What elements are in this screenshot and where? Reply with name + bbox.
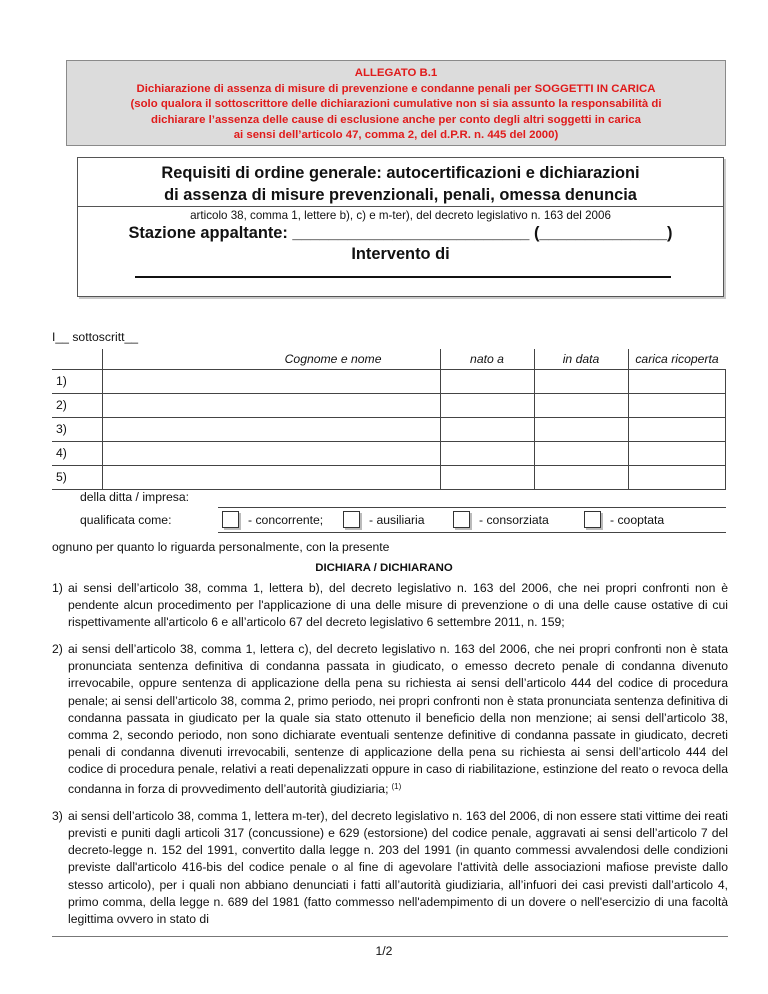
- option-cooptata[interactable]: [584, 511, 664, 528]
- checkbox-icon[interactable]: [453, 511, 470, 528]
- option-label: - concorrente;: [248, 512, 324, 527]
- cell-nato[interactable]: [440, 369, 534, 393]
- checkbox-icon[interactable]: [343, 511, 360, 528]
- cell-carica[interactable]: [628, 417, 726, 441]
- cell-cognome[interactable]: [102, 465, 440, 489]
- item-body: ai sensi dell’articolo 38, comma 1, lettera c), del decreto legislativo n. 163 del 2006, che nei propri confronti non è stata pronunciata sentenza definitiva di condanna passata in giudicato, o emesso decreto penale di condanna divenuto irrevocabile, oppure sentenza di applicazione della pena su richiesta ai sensi dell’articolo 444 del codice di procedura penale; ai sensi dell’articolo 38, comma 2, primo periodo, nei propri confronti non è stata pronunciata sentenza definitiva di condanna passata in giudicato per la quale sia stato ottenuto il beneficio della non menzione; ai sensi dell’articolo 38, comma 2, secondo periodo, non sono dichiarate eventuali sentenze definitive di condanna passate in giudicato, decreti penali di condanna divenuti irrevocabili, sentenze di applicazione della pena su richiesta ai sensi dell’articolo 444 del codice di procedura penale, relativi a reati depenalizzati oppure in caso di riabilitazione, estinzione del reato o revoca della condanna in forza di provvedimento dell’autorità giudiziaria;: [68, 642, 728, 797]
- list-item: [52, 580, 728, 631]
- footnote-ref[interactable]: (1): [391, 782, 402, 792]
- sottoscritt-label: I__ sottoscritt__: [52, 330, 139, 344]
- stazione-appaltante[interactable]: Stazione appaltante: __________________________ (______________): [128, 224, 673, 242]
- cell-nato[interactable]: [440, 465, 534, 489]
- ognuno-text: ognuno per quanto lo riguarda personalmente, con la presente: [52, 540, 390, 554]
- table-row: [52, 441, 726, 465]
- option-label: - cooptata: [610, 512, 665, 527]
- dichiara-heading: DICHIARA / DICHIARANO: [315, 562, 453, 574]
- people-table: [52, 349, 726, 490]
- option-ausiliaria[interactable]: [343, 511, 425, 528]
- option-consorziata[interactable]: [453, 511, 549, 528]
- item-text: [68, 580, 728, 631]
- row-number: 3): [52, 417, 102, 441]
- allegato-line: dichiarare l’assenza delle cause di esclusione anche per conto degli altri soggetti in carica: [151, 113, 641, 126]
- cell-nato[interactable]: [440, 417, 534, 441]
- qualificata-label: qualificata come:: [80, 513, 172, 527]
- row-number: 4): [52, 441, 102, 465]
- cell-carica[interactable]: [628, 441, 726, 465]
- requisiti-box: [77, 157, 724, 297]
- page-number: 1/2: [375, 944, 393, 958]
- table-header-blank: [52, 349, 102, 369]
- option-concorrente[interactable]: [222, 511, 323, 528]
- table-row: [52, 393, 726, 417]
- row-number: 5): [52, 465, 102, 489]
- row-number: 2): [52, 393, 102, 417]
- requisiti-title-line: Requisiti di ordine generale: autocertificazioni e dichiarazioni: [161, 164, 640, 182]
- allegato-line: Dichiarazione di assenza di misure di prevenzione e condanne penali per SOGGETTI IN CARICA: [136, 82, 656, 95]
- allegato-title: ALLEGATO B.1: [354, 67, 438, 79]
- row-number: 1): [52, 369, 102, 393]
- cell-data[interactable]: [534, 393, 628, 417]
- footer-divider: [52, 936, 728, 937]
- qualificata-underline: [218, 532, 726, 533]
- col-header-data: in data: [534, 349, 628, 369]
- col-header-carica: carica ricoperta: [628, 349, 726, 369]
- item-number: 3): [52, 809, 63, 824]
- item-body: ai sensi dell’articolo 38, comma 1, lettera m-ter), del decreto legislativo n. 163 del 2006, di non essere stati vittime dei reati previsti e puniti dagli articoli 317 (concussione) e 629 (estorsione) del codice penale, aggravati ai sensi dell’articolo 7 del decreto-legge n. 152 del 1991, convertito dalla legge n. 203 del 1991 (in quanto commessi avvalendosi delle condizioni previste dall'articolo 416-bis del codice penale o al fine di agevolare l'attività delle associazioni mafiose previste dallo stesso articolo), per i quali non abbiano denunciati i fatti all’autorità giudiziaria, all’infuori dei casi previsti dall’articolo 4, primo comma, della legge n. 689 del 1981 (fatto commesso nell'adempimento di un dovere o nell'esercizio di una facoltà legittima ovvero in stato di: [68, 809, 728, 926]
- table-row: [52, 465, 726, 489]
- ditta-fill-line[interactable]: [218, 507, 726, 508]
- requisiti-title: [78, 158, 723, 206]
- table-row: [52, 369, 726, 393]
- cell-cognome[interactable]: [102, 393, 440, 417]
- option-label: - consorziata: [479, 512, 549, 527]
- ditta-label: della ditta / impresa:: [80, 490, 190, 504]
- item-body: ai sensi dell’articolo 38, comma 1, lettera b), del decreto legislativo n. 163 del 2006, che nei propri confronti non è pendente alcun procedimento per l'applicazione di una delle misure di prevenzione o di una delle cause ostative di cui rispettivamente all'articolo 6 e all’articolo 67 del decreto legislativo 6 settembre 2011, n. 159;: [68, 581, 728, 630]
- allegato-line: (solo qualora il sottoscrittore delle dichiarazioni cumulative non si sia assunto la responsabilità di: [130, 98, 662, 111]
- item-text: [68, 808, 728, 928]
- allegato-line: ai sensi dell’articolo 47, comma 2, del d.P.R. n. 445 del 2000): [233, 129, 559, 142]
- allegato-header: [66, 60, 726, 146]
- cell-data[interactable]: [534, 417, 628, 441]
- cell-cognome[interactable]: [102, 369, 440, 393]
- col-header-nato: nato a: [440, 349, 534, 369]
- requisiti-subtitle: articolo 38, comma 1, lettere b), c) e m-ter), del decreto legislativo n. 163 del 2006: [78, 206, 723, 224]
- cell-carica[interactable]: [628, 465, 726, 489]
- checkbox-icon[interactable]: [222, 511, 239, 528]
- intervento-fill-line[interactable]: [135, 276, 671, 278]
- requisiti-title-line: di assenza di misure prevenzionali, penali, omessa denuncia: [164, 186, 637, 204]
- item-text: [68, 641, 728, 798]
- cell-carica[interactable]: [628, 393, 726, 417]
- list-item: [52, 641, 728, 798]
- list-item: [52, 808, 728, 928]
- table-row: [52, 417, 726, 441]
- declarations-list: [52, 580, 728, 928]
- cell-nato[interactable]: [440, 441, 534, 465]
- cell-data[interactable]: [534, 441, 628, 465]
- cell-nato[interactable]: [440, 393, 534, 417]
- cell-carica[interactable]: [628, 369, 726, 393]
- cell-cognome[interactable]: [102, 417, 440, 441]
- item-number: 1): [52, 581, 63, 595]
- intervento-label: Intervento di: [351, 245, 450, 263]
- cell-data[interactable]: [534, 369, 628, 393]
- cell-data[interactable]: [534, 465, 628, 489]
- item-number: 2): [52, 642, 63, 657]
- option-label: - ausiliaria: [369, 512, 425, 527]
- cell-cognome[interactable]: [102, 441, 440, 465]
- col-header-cognome: Cognome e nome: [102, 349, 440, 369]
- checkbox-icon[interactable]: [584, 511, 601, 528]
